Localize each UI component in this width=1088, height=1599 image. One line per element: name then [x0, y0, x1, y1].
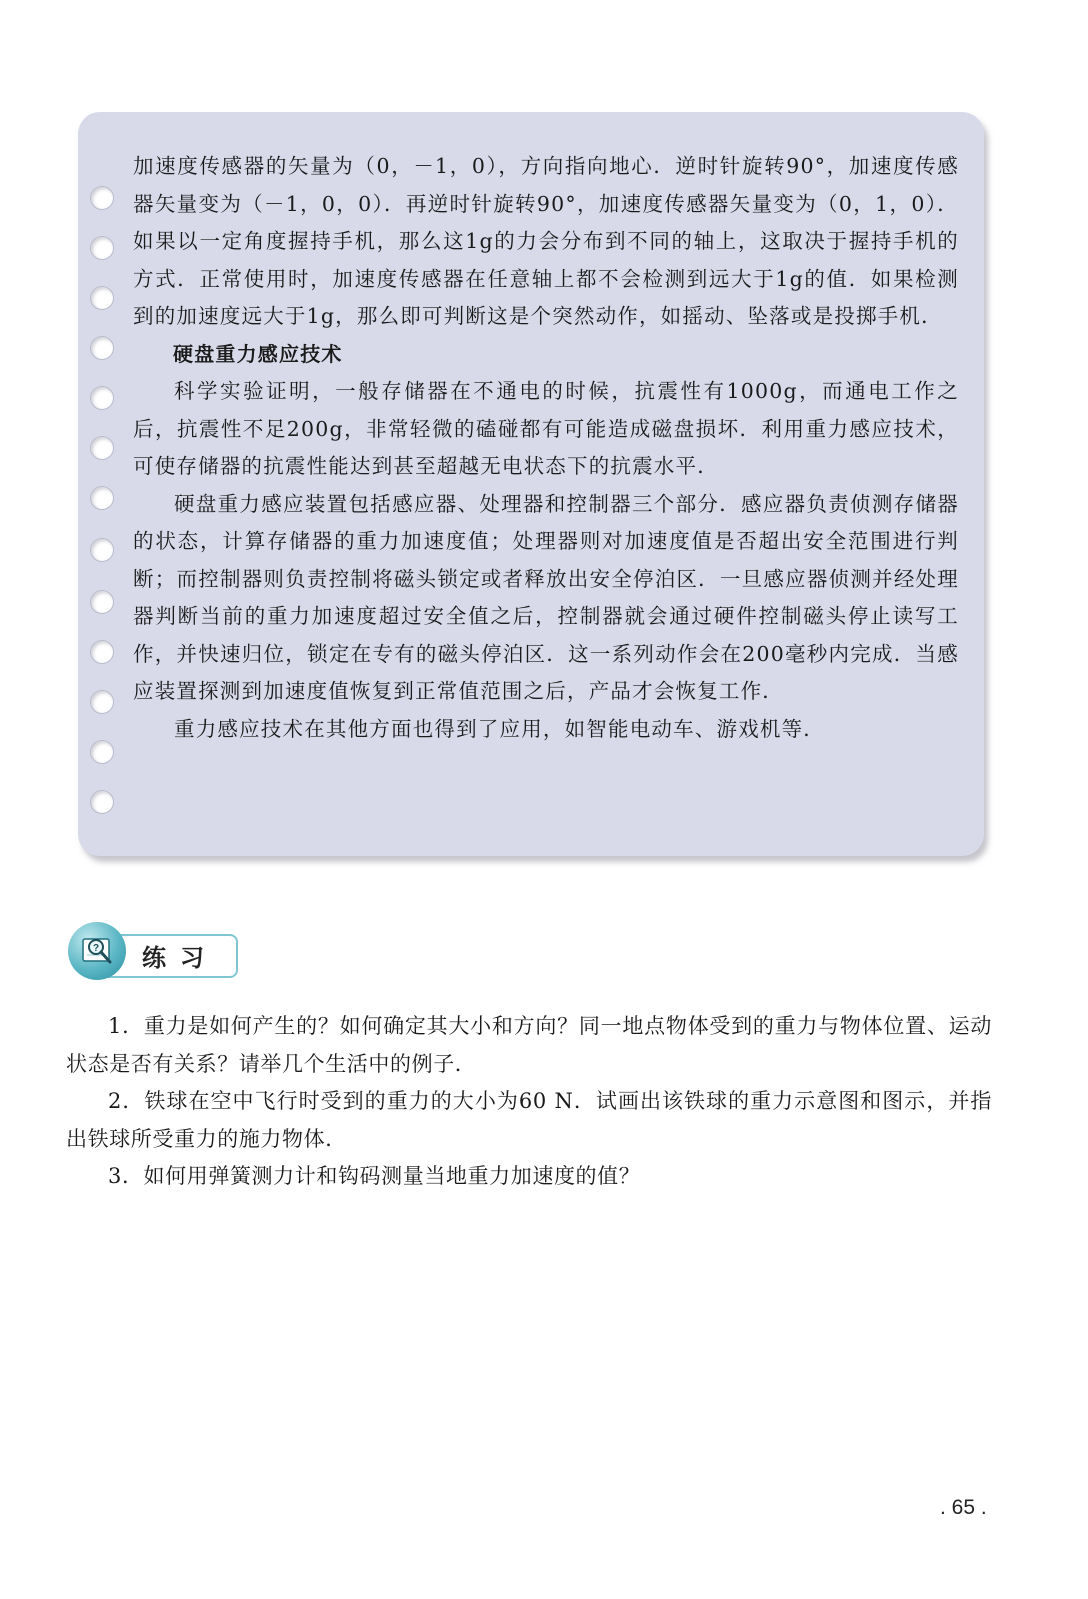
exercise-header: [68, 922, 238, 982]
binder-ring: [90, 590, 114, 614]
binder-ring: [90, 740, 114, 764]
note-paragraph: 科学实验证明，一般存储器在不通电的时候，抗震性有1000g，而通电工作之后，抗震性不足200g，非常轻微的磕碰都有可能造成磁盘损坏．利用重力感应技术，可使存储器的抗震性能达到甚至超越无电状态下的抗震水平．: [133, 379, 959, 478]
exercise-list: [66, 1008, 992, 1196]
binder-ring: [90, 386, 114, 410]
svg-text:?: ?: [92, 943, 100, 954]
binder-ring: [90, 640, 114, 664]
binder-ring: [90, 236, 114, 260]
note-text: [133, 148, 959, 748]
magnifier-question-icon: [80, 933, 116, 969]
note-paragraph: 加速度传感器的矢量为（0，－1，0），方向指向地心．逆时针旋转90°，加速度传感器矢量变为（－1，0，0）．再逆时针旋转90°，加速度传感器矢量变为（0，1，0）．如果以一定角度握持手机，那么这1g的力会分布到不同的轴上，这取决于握持手机的方式．正常使用时，加速度传感器在任意轴上都不会检测到远大于1g的值．如果检测到的加速度远大于1g，那么即可判断这是个突然动作，如摇动、坠落或是投掷手机．: [133, 154, 959, 328]
exercise-item: 1．重力是如何产生的？如何确定其大小和方向？同一地点物体受到的重力与物体位置、运动状态是否有关系？请举几个生活中的例子．: [66, 1014, 992, 1076]
binder-ring: [90, 436, 114, 460]
exercise-item: 2．铁球在空中飞行时受到的重力的大小为60 N．试画出该铁球的重力示意图和图示，并指出铁球所受重力的施力物体．: [66, 1089, 992, 1151]
note-subheading: 硬盘重力感应技术: [173, 341, 343, 366]
binder-ring: [90, 336, 114, 360]
binder-ring: [90, 286, 114, 310]
binder-ring: [90, 790, 114, 814]
binder-ring: [90, 186, 114, 210]
page-number: . 65 .: [940, 1496, 987, 1519]
note-paragraph: 硬盘重力感应装置包括感应器、处理器和控制器三个部分．感应器负责侦测存储器的状态，计算存储器的重力加速度值；处理器则对加速度值是否超出安全范围进行判断；而控制器则负责控制将磁头锁定或者释放出安全停泊区．一旦感应器侦测并经处理器判断当前的重力加速度超过安全值之后，控制器就会通过硬件控制磁头停止读写工作，并快速归位，锁定在专有的磁头停泊区．这一系列动作会在200毫秒内完成．当感应装置探测到加速度值恢复到正常值范围之后，产品才会恢复工作．: [133, 491, 959, 703]
binder-ring: [90, 486, 114, 510]
note-paragraph: 重力感应技术在其他方面也得到了应用，如智能电动车、游戏机等．: [174, 716, 825, 741]
binder-ring: [90, 690, 114, 714]
binder-ring: [90, 538, 114, 562]
exercise-item: 3．如何用弹簧测力计和钩码测量当地重力加速度的值？: [108, 1164, 641, 1188]
exercise-title: 练习: [142, 944, 218, 972]
exercise-badge: [68, 922, 126, 980]
